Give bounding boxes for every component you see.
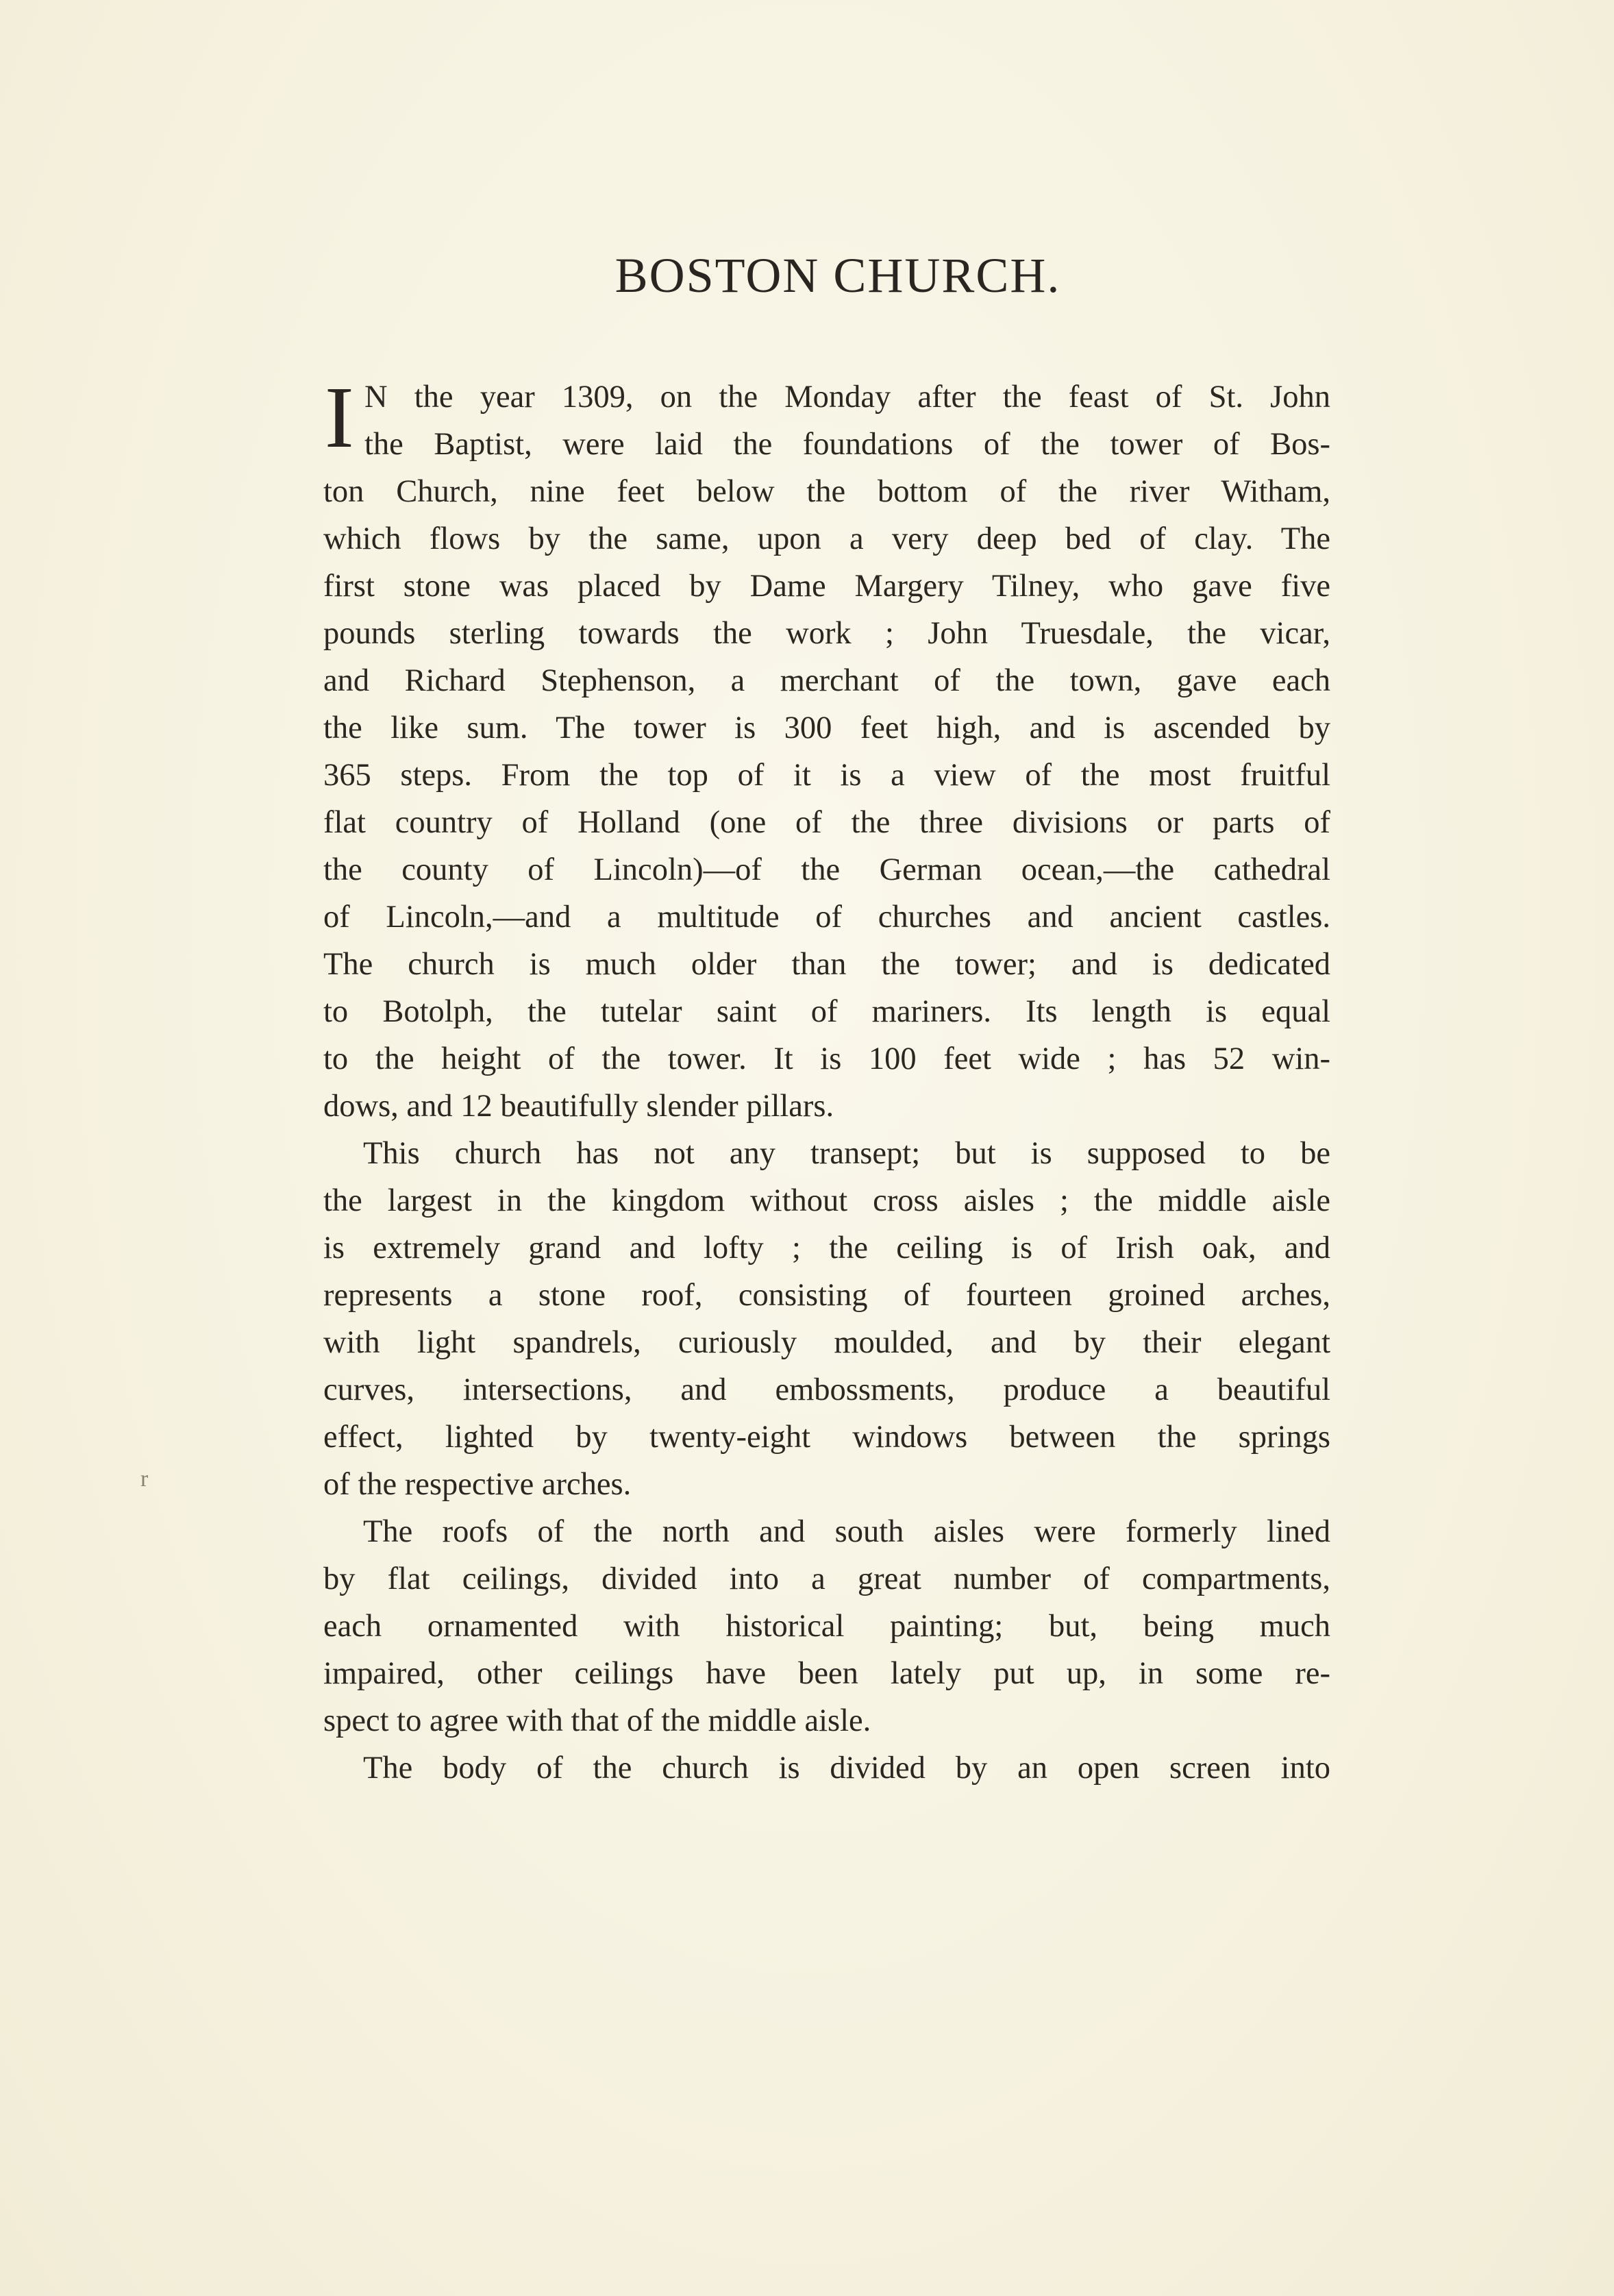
text-line: the like sum. The tower is 300 feet high, and is ascended by: [323, 711, 1330, 745]
text-line: impaired, other ceilings have been lately put up, in some re-: [323, 1656, 1330, 1691]
text-line: curves, intersections, and embossments, produce a beautiful: [323, 1372, 1330, 1407]
body-text: [323, 369, 1330, 1792]
text-line: is extremely grand and lofty ; the ceiling is of Irish oak, and: [323, 1231, 1330, 1266]
text-line: of Lincoln,—and a multitude of churches and ancient castles.: [323, 900, 1330, 935]
text-line: spect to agree with that of the middle aisle.: [323, 1703, 871, 1738]
text-line: of the respective arches.: [323, 1467, 632, 1502]
margin-mark: r: [140, 1466, 149, 1492]
text-line: with light spandrels, curiously moulded, and by their elegant: [323, 1325, 1330, 1360]
text-line: dows, and 12 beautifully slender pillars.: [323, 1089, 834, 1124]
text-line: pounds sterling towards the work ; John Truesdale, the vicar,: [323, 616, 1330, 651]
text-line: first stone was placed by Dame Margery Tilney, who gave five: [323, 569, 1330, 604]
text-line: effect, lighted by twenty-eight windows between the springs: [323, 1420, 1330, 1455]
text-line: The church is much older than the tower; and is dedicated: [323, 947, 1330, 982]
text-line: the largest in the kingdom without cross aisles ; the middle aisle: [323, 1183, 1330, 1218]
text-line: and Richard Stephenson, a merchant of the town, gave each: [323, 663, 1330, 698]
text-line-content: N the year 1309, on the Monday after the feast of St. John: [364, 380, 1330, 415]
page-title: BOSTON CHURCH.: [614, 248, 1061, 303]
text-line: to Botolph, the tutelar saint of mariners. Its length is equal: [323, 994, 1330, 1029]
text-line: flat country of Holland (one of the three divisions or parts of: [323, 805, 1330, 840]
text-line: the county of Lincoln)—of the German ocean,—the cathedral: [323, 852, 1330, 887]
text-line: The roofs of the north and south aisles were formerly lined: [363, 1514, 1330, 1549]
text-line: which flows by the same, upon a very deep bed of clay. The: [323, 521, 1330, 556]
text-line: the Baptist, were laid the foundations of the tower of Bos-: [364, 427, 1330, 462]
text-line: by flat ceilings, divided into a great number of compartments,: [323, 1561, 1330, 1596]
text-line: ton Church, nine feet below the bottom of the river Witham,: [323, 474, 1330, 509]
drop-cap: I: [325, 369, 354, 466]
text-line: 365 steps. From the top of it is a view of the most fruitful: [323, 758, 1330, 793]
text-line: represents a stone roof, consisting of fourteen groined arches,: [323, 1278, 1330, 1313]
text-line: This church has not any transept; but is supposed to be: [363, 1136, 1330, 1171]
text-line: each ornamented with historical painting; but, being much: [323, 1609, 1330, 1644]
text-line: to the height of the tower. It is 100 feet wide ; has 52 win-: [323, 1041, 1330, 1076]
text-line: The body of the church is divided by an open screen into: [363, 1751, 1330, 1786]
